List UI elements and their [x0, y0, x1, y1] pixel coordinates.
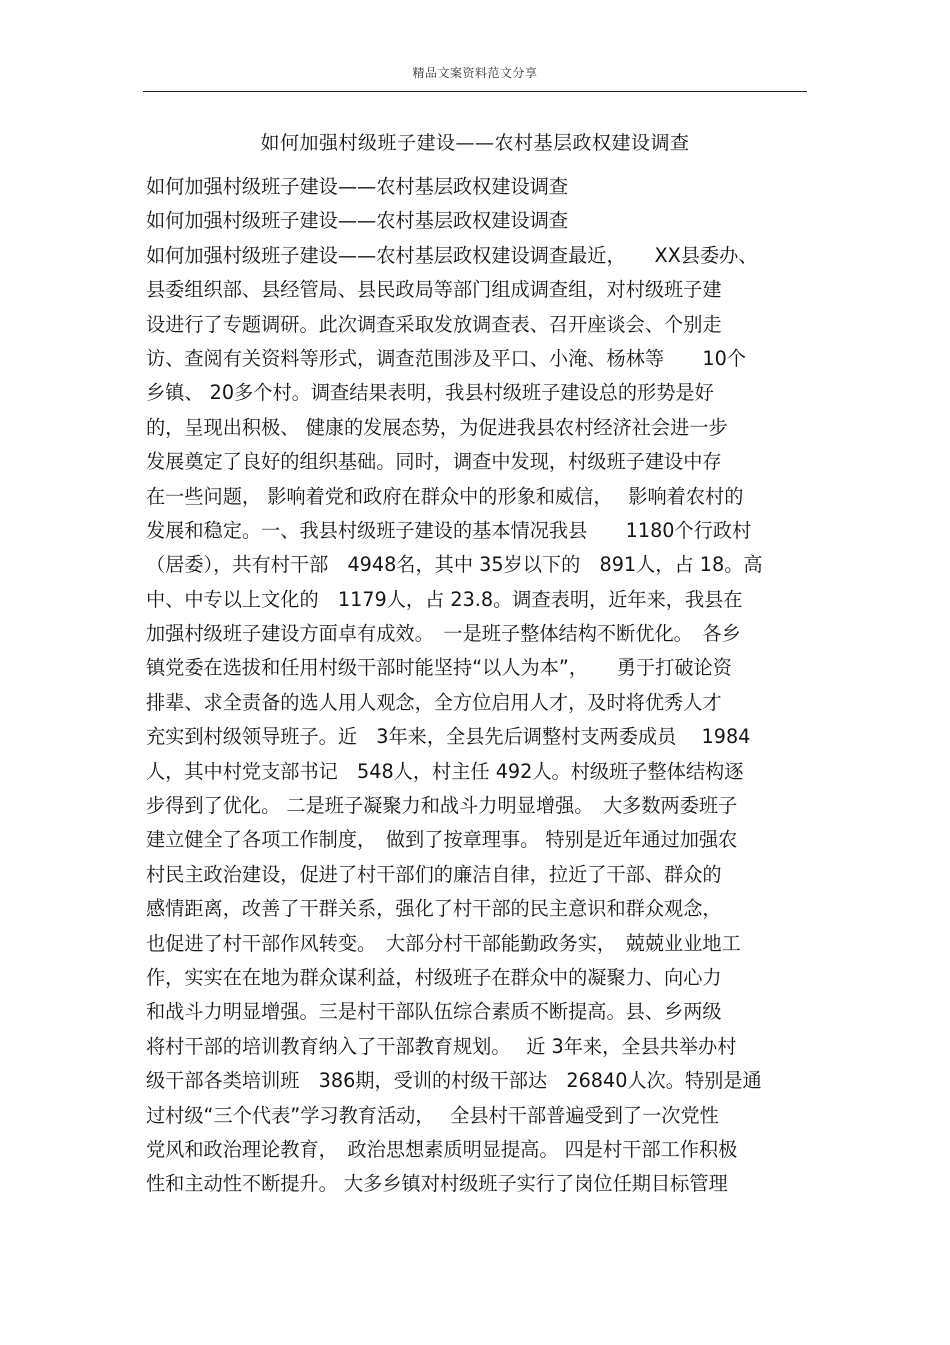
body-line: 充实到村级领导班子。近 3年来，全县先后调整村支两委成员 1984 [146, 725, 751, 749]
body-line: 也促进了村干部作风转变。 大部分村干部能勤政务实， 兢兢业业地工 [146, 931, 741, 955]
document-title: 如何加强村级班子建设——农村基层政权建设调查 [260, 132, 690, 154]
body-line: 人，其中村党支部书记 548人，村主任 492人。村级班子整体结构逐 [146, 759, 744, 783]
body-line: 步得到了优化。 二是班子凝聚力和战斗力明显增强。 大多数两委班子 [146, 794, 738, 818]
body-line: 访、查阅有关资料等形式，调查范围涉及平口、小淹、杨林等 10个 [146, 346, 747, 370]
body-line: 县委组织部、县经管局、县民政局等部门组成调查组，对村级班子建 [146, 278, 722, 302]
body-line: 过村级“三个代表”学习教育活动， 全县村干部普遍受到了一次党性 [146, 1103, 719, 1127]
body-line: 中、中专以上文化的 1179人，占 23.8。调查表明，近年来，我县在 [146, 587, 743, 611]
body-line: 党风和政治理论教育， 政治思想素质明显提高。 四是村干部工作积极 [146, 1137, 738, 1161]
header-divider [143, 91, 807, 92]
body-line: 建立健全了各项工作制度， 做到了按章理事。 特别是近年通过加强农 [146, 828, 738, 852]
body-line: 在一些问题， 影响着党和政府在群众中的形象和威信， 影响着农村的 [146, 484, 744, 508]
body-line: 乡镇、 20多个村。调查结果表明，我县村级班子建设总的形势是好 [146, 381, 714, 405]
body-line: 感情距离，改善了干群关系，强化了村干部的民主意识和群众观念， [146, 897, 722, 921]
body-line: （居委），共有村干部 4948名，其中 35岁以下的 891人，占 18。高 [146, 553, 763, 577]
body-line: 发展奠定了良好的组织基础。同时，调查中发现，村级班子建设中存 [146, 450, 722, 474]
page-header-text: 精品文案资料范文分享 [412, 66, 538, 80]
body-line: 的，呈现出积极、 健康的发展态势，为促进我县农村经济社会进一步 [146, 415, 728, 439]
body-line: 和战斗力明显增强。三是村干部队伍综合素质不断提高。县、乡两级 [146, 1000, 722, 1024]
document-body [146, 170, 816, 1202]
body-line: 级干部各类培训班 386期，受训的村级干部达 26840人次。特别是通 [146, 1069, 762, 1093]
body-line: 如何加强村级班子建设——农村基层政权建设调查 [146, 209, 569, 233]
body-line: 排辈、求全责备的选人用人观念，全方位启用人才，及时将优秀人才 [146, 690, 722, 714]
body-line: 发展和稳定。一、我县村级班子建设的基本情况我县 1180个行政村 [146, 518, 752, 542]
body-line: 将村干部的培训教育纳入了干部教育规划。 近 3年来，全县共举办村 [146, 1034, 737, 1058]
body-line: 镇党委在选拔和任用村级干部时能坚持“以人为本”， 勇于打破论资 [146, 656, 732, 680]
body-line: 设进行了专题调研。此次调查采取发放调查表、召开座谈会、个别走 [146, 312, 722, 336]
body-line: 如何加强村级班子建设——农村基层政权建设调查最近， XX县委办、 [146, 243, 758, 267]
body-line: 如何加强村级班子建设——农村基层政权建设调查 [146, 175, 569, 198]
body-line: 加强村级班子建设方面卓有成效。 一是班子整体结构不断优化。 各乡 [146, 622, 741, 646]
body-line: 作，实实在在地为群众谋利益，村级班子在群众中的凝聚力、向心力 [146, 965, 722, 989]
body-line: 性和主动性不断提升。 大多乡镇对村级班子实行了岗位任期目标管理 [146, 1172, 728, 1196]
body-line: 村民主政治建设，促进了村干部们的廉洁自律，拉近了干部、群众的 [146, 862, 722, 886]
